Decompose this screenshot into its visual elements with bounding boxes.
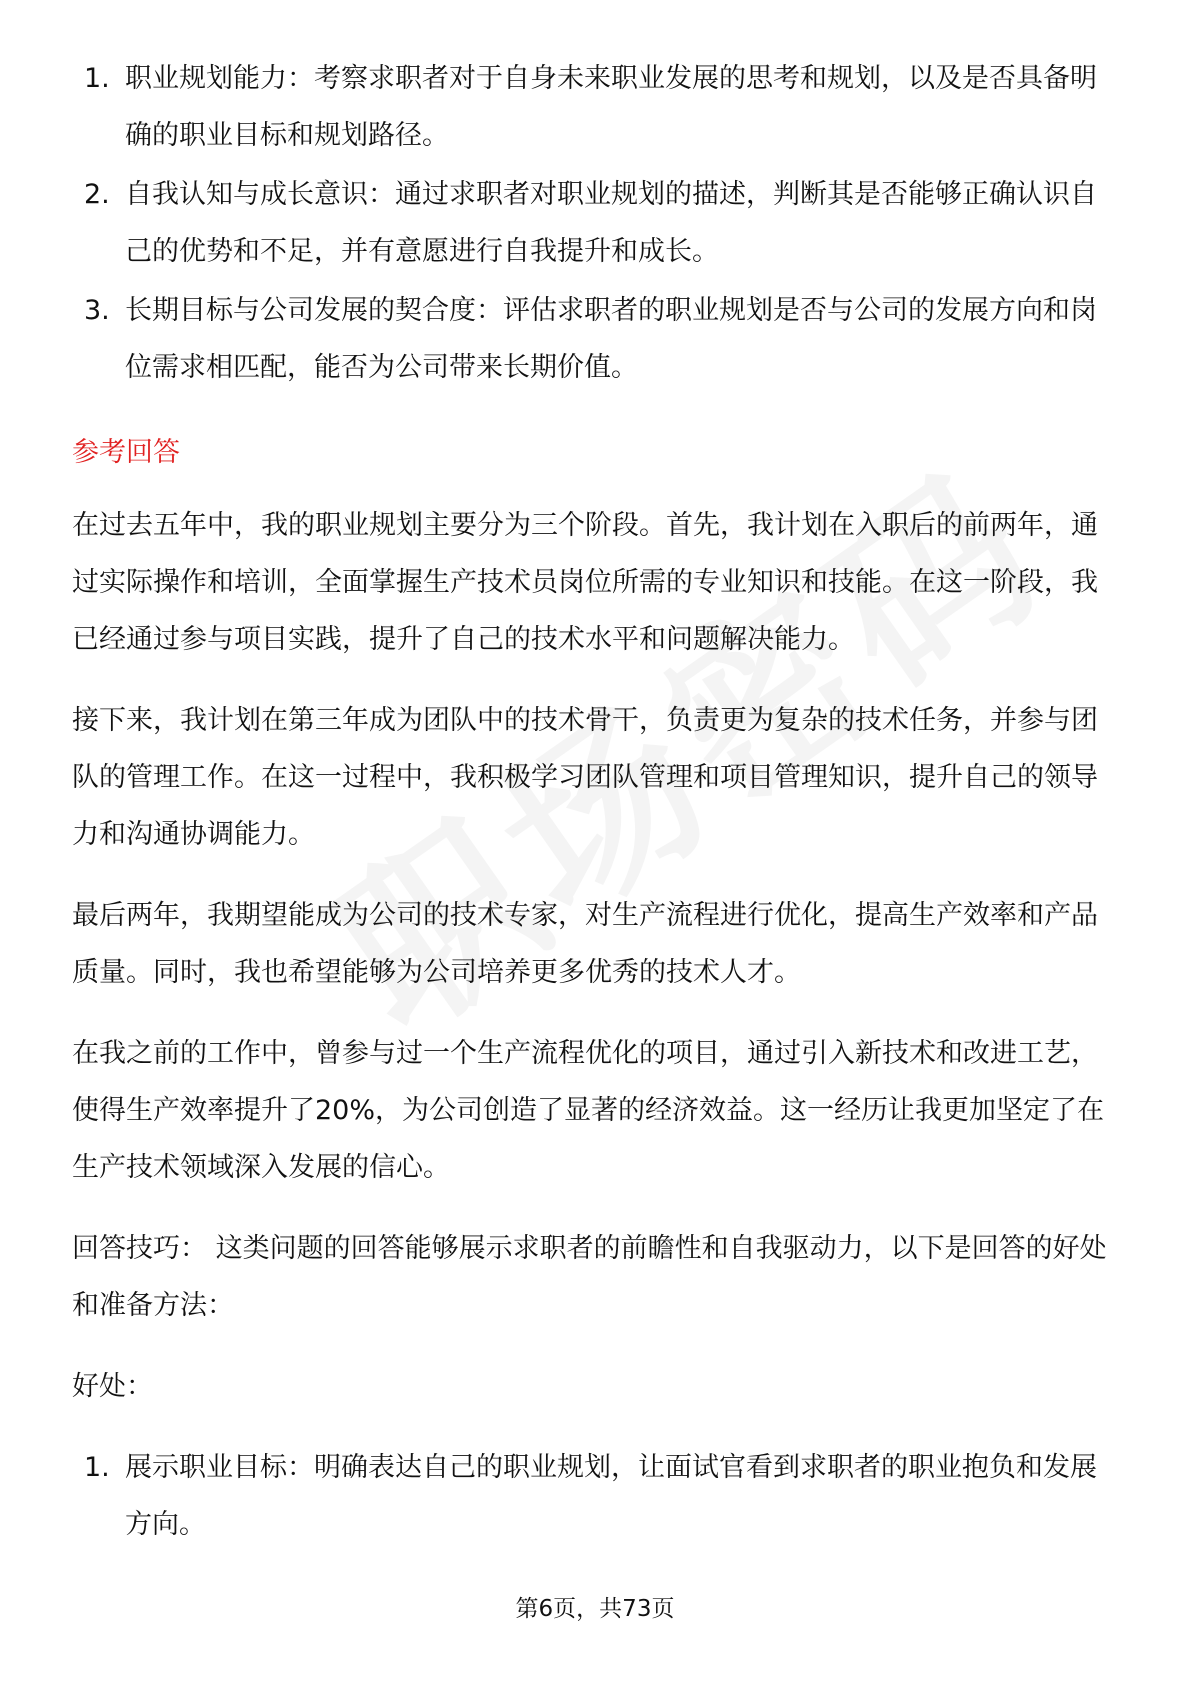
- reference-answer-heading: 参考回答: [72, 437, 180, 468]
- answer-paragraph: 最后两年，我期望能成为公司的技术专家，对生产流程进行优化，提高生产效率和产品质量。同时，我也希望能够为公司培养更多优秀的技术人才。: [72, 900, 1098, 988]
- page-number-footer: 第6页，共73页: [515, 1596, 675, 1622]
- answer-tips-paragraph: 回答技巧： 这类问题的回答能够展示求职者的前瞻性和自我驱动力，以下是回答的好处和准备方法：: [72, 1233, 1107, 1321]
- benefits-list: [72, 1439, 1122, 1553]
- list-text: 自我认知与成长意识：通过求职者对职业规划的描述，判断其是否能够正确认识自己的优势和不足，并有意愿进行自我提升和成长。: [125, 179, 1097, 267]
- benefits-label: 好处：: [72, 1371, 153, 1402]
- list-text: 展示职业目标：明确表达自己的职业规划，让面试官看到求职者的职业抱负和发展方向。: [125, 1452, 1097, 1540]
- list-item: [72, 50, 1122, 164]
- list-number: 1.: [84, 63, 110, 94]
- list-number: 1.: [84, 1452, 110, 1483]
- page-content: [72, 50, 1122, 1555]
- list-text: 长期目标与公司发展的契合度：评估求职者的职业规划是否与公司的发展方向和岗位需求相匹配，能否为公司带来长期价值。: [125, 295, 1097, 383]
- answer-paragraph: 在我之前的工作中，曾参与过一个生产流程优化的项目，通过引入新技术和改进工艺，使得生产效率提升了20%，为公司创造了显著的经济效益。这一经历让我更加坚定了在生产技术领域深入发展的信心。: [72, 1038, 1105, 1183]
- list-text: 职业规划能力：考察求职者对于自身未来职业发展的思考和规划，以及是否具备明确的职业目标和规划路径。: [125, 63, 1097, 151]
- answer-paragraph: 接下来，我计划在第三年成为团队中的技术骨干，负责更为复杂的技术任务，并参与团队的管理工作。在这一过程中，我积极学习团队管理和项目管理知识，提升自己的领导力和沟通协调能力。: [72, 705, 1098, 850]
- list-item: [72, 166, 1122, 280]
- evaluation-criteria-list: [72, 50, 1122, 396]
- list-number: 3.: [84, 295, 110, 326]
- list-number: 2.: [84, 179, 110, 210]
- list-item: [72, 282, 1122, 396]
- answer-paragraph: 在过去五年中，我的职业规划主要分为三个阶段。首先，我计划在入职后的前两年，通过实际操作和培训，全面掌握生产技术员岗位所需的专业知识和技能。在这一阶段，我已经通过参与项目实践，提升了自己的技术水平和问题解决能力。: [72, 510, 1098, 655]
- list-item: [72, 1439, 1122, 1553]
